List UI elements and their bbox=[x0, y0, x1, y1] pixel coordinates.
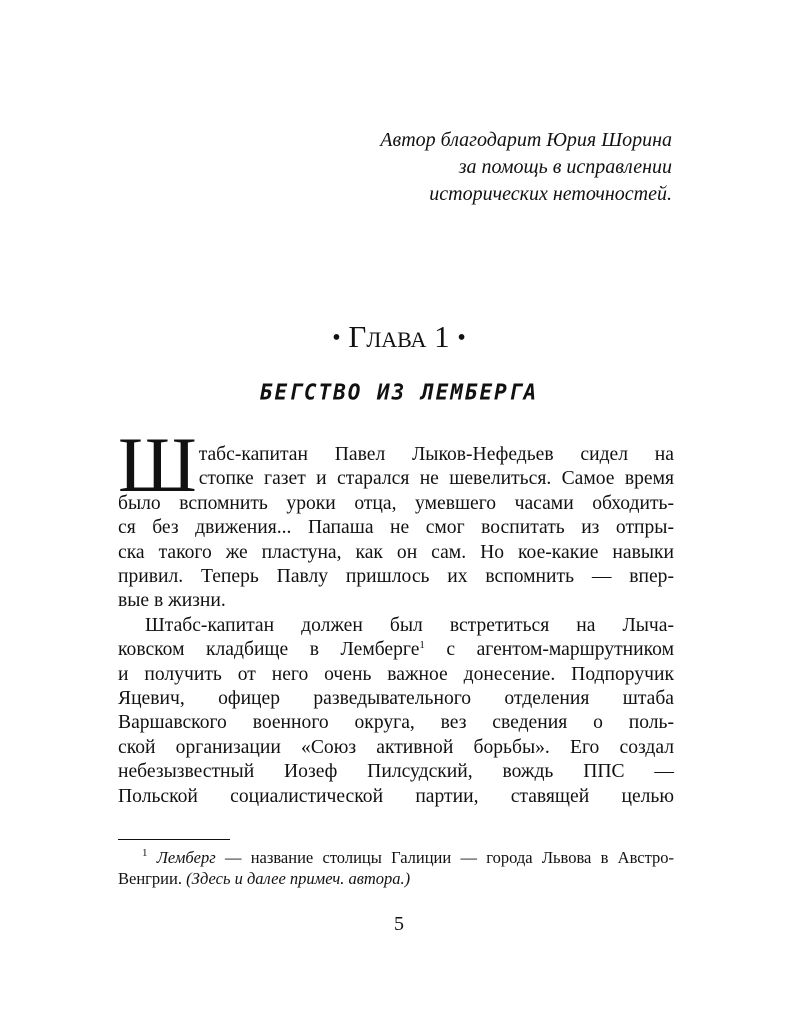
text-fragment: с агентом-маршрутником bbox=[424, 639, 674, 661]
bullet-left: • bbox=[332, 325, 341, 351]
footnote-text: — название столицы Галиции — города Львова в Австро- bbox=[215, 848, 674, 867]
footnote-line bbox=[118, 847, 674, 868]
footnote-text: Венгрии. bbox=[118, 869, 187, 888]
chapter-label: Глава 1 bbox=[348, 319, 450, 354]
epigraph-line: за помощь в исправлении bbox=[458, 156, 672, 178]
text-line: ской организации «Союз активной борьбы». Его создал bbox=[118, 736, 674, 758]
text-line: и получить от него очень важное донесение. Подпоручик bbox=[118, 663, 674, 685]
paragraph-1 bbox=[118, 421, 674, 614]
text-line: привил. Теперь Павлу пришлось их вспомнить — впер- bbox=[118, 566, 674, 588]
epigraph-line: исторических неточностей. bbox=[429, 183, 672, 205]
footnote-term: Лемберг bbox=[156, 848, 216, 867]
text-line: небезызвестный Иозеф Пилсудский, вождь ППС — bbox=[118, 761, 674, 783]
footnote-divider bbox=[118, 839, 230, 840]
footnote bbox=[118, 847, 674, 889]
text-line: вые в жизни. bbox=[118, 590, 226, 612]
epigraph-line: Автор благодарит Юрия Шорина bbox=[380, 129, 672, 151]
page-number: 5 bbox=[394, 913, 404, 935]
body-text bbox=[118, 421, 674, 809]
text-line: было вспомнить уроки отца, умевшего часами обходить- bbox=[118, 492, 674, 514]
chapter-heading bbox=[0, 317, 798, 360]
footnote-line bbox=[118, 868, 674, 889]
text-line: ска такого же пластуна, как он сам. Но кое-какие навыки bbox=[118, 541, 674, 563]
footnote-ref[interactable]: 1 bbox=[419, 639, 425, 652]
footnote-note: (Здесь и далее примеч. автора.) bbox=[186, 869, 411, 888]
text-line: Варшавского военного округа, вез сведения о поль- bbox=[118, 712, 674, 734]
text-line: Штабс-капитан должен был встретиться на Лыча- bbox=[145, 614, 674, 636]
text-line: Яцевич, офицер разведывательного отделения штаба bbox=[118, 688, 674, 710]
text-line: ся без движения... Папаша не смог воспитать из отпры- bbox=[118, 517, 674, 539]
paragraph-2 bbox=[118, 614, 674, 809]
drop-cap-container bbox=[118, 421, 195, 508]
text-line bbox=[118, 638, 674, 662]
chapter-title: БЕГСТВО ИЗ ЛЕМБЕРГА bbox=[259, 379, 539, 405]
footnote-marker: 1 bbox=[142, 847, 148, 859]
bullet-right: • bbox=[457, 325, 466, 351]
text-line: Польской социалистической партии, ставящей целью bbox=[118, 785, 674, 807]
text-line: табс-капитан Павел Лыков-Нефедьев сидел на bbox=[198, 444, 674, 465]
drop-cap: Ш bbox=[118, 421, 195, 508]
epigraph bbox=[252, 127, 672, 208]
text-line: стопке газет и старался не шевелиться. Самое время bbox=[198, 468, 674, 490]
text-fragment: ковском кладбище в Лемберге bbox=[118, 639, 420, 661]
